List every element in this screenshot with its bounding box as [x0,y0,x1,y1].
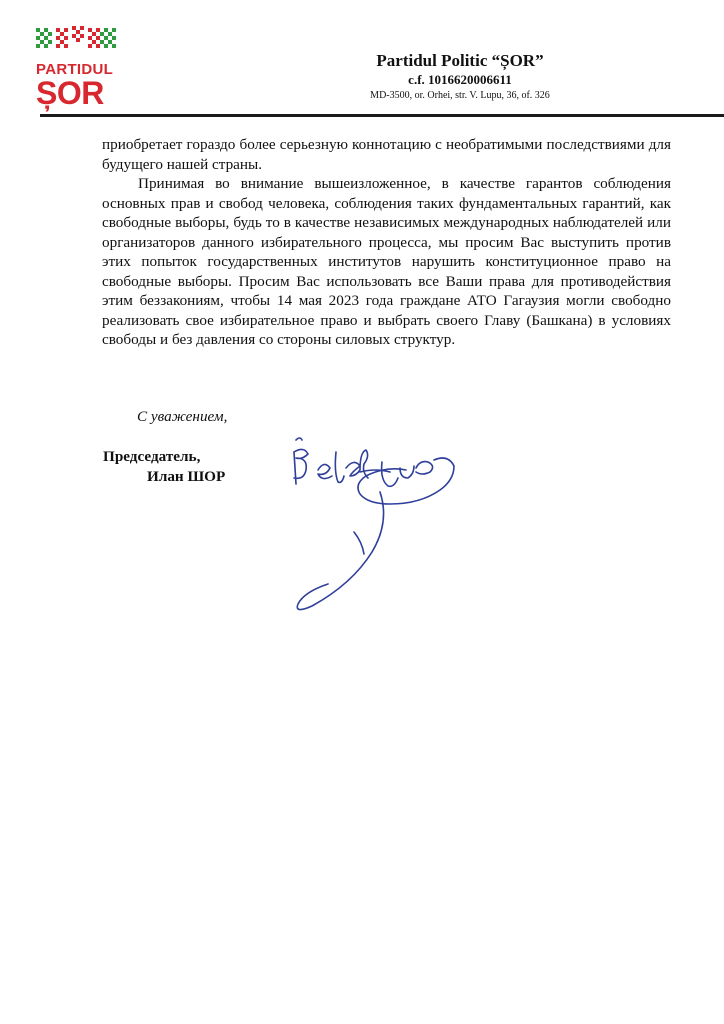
party-name: Partidul Politic “ȘOR” [376,51,544,70]
header-divider [40,114,724,117]
signer-title: Председатель, [103,448,201,465]
fiscal-code: c.f. 1016620006611 [408,72,512,87]
letterhead [250,51,670,103]
body-paragraph: приобретает гораздо более серьезную коннотацию с необратимыми последствиями для будущего нашей страны. [102,136,671,173]
signer-name: Илан ШОР [147,468,226,485]
address: MD-3500, or. Orhei, str. V. Lupu, 36, of. 326 [370,90,550,101]
embroidery-ornament-icon [34,24,122,58]
logo-wordmark-sor: ȘOR [36,75,104,111]
handwritten-signature [284,432,484,612]
closing-phrase: С уважением, [137,408,228,425]
body-paragraph: Принимая во внимание вышеизложенное, в качестве гарантов соблюдения основных прав и свобод человека, соблюдения таких фундаментальных гарантий, как свободные выборы, будь то в качестве независимых международных наблюдателей или организаторов данного избирательного процесса, мы просим Вас выступить против этих попыток государственных институтов нарушить конституционное право на свободные выборы. Просим Вас использовать все Ваши права для противодействия этим беззакониям, чтобы 14 мая 2023 года граждане АТО Гагаузия могли свободно реализовать свое избирательное право и выбрать своего Главу (Башкана) в условиях свободы и без давления со стороны силовых структур. [102,175,671,348]
letter-body [102,135,671,350]
party-logo [34,24,126,112]
logo-wordmark-partidul: PARTIDUL [36,61,114,78]
